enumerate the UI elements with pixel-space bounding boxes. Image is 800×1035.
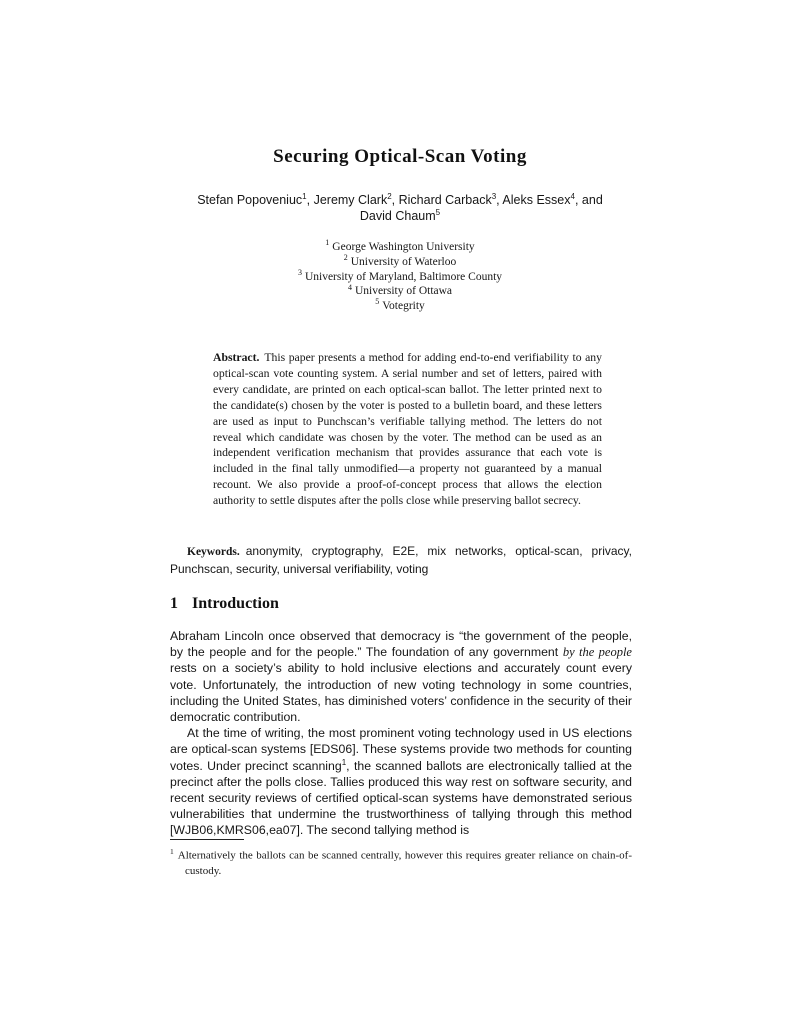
paragraph-text: , the scanned ballots are electronically tallied at the precinct after the polls close. Tallies produced this way rest on software security, and recent security reviews of certified optical-scan systems have demonstrated serious vulnerabilities that undermine the trustworthiness of tallying through this method [WJB06,KMRS06,ea07]. The second tallying method is (170, 758, 632, 838)
paragraph-text: rests on a society’s ability to hold inclusive elections and accurately count every vote. Unfortunately, the introduction of new voting technology in some countries, including the United States, has diminished voters’ confidence in the security of their democratic contribution. (170, 661, 632, 725)
affiliation-number: 2 (343, 252, 348, 262)
paragraph-text: Abraham Lincoln once observed that democracy is “the government of the people, by the people and for the people.” The foundation of any government (170, 629, 632, 660)
section-number: 1 (170, 595, 178, 612)
affiliation-text: George Washington University (332, 241, 475, 253)
author-name: Richard Carback (398, 193, 492, 207)
keywords-block (170, 543, 632, 577)
paragraph-text: At the time of writing, the most prominent voting technology used in US elections are optical-scan systems [EDS06]. These systems provide two methods for counting votes. Under precinct scanning (170, 726, 632, 773)
author-affiliation-ref: 4 (570, 191, 575, 201)
footnote-text: Alternatively the ballots can be scanned centrally, however this requires greater reliance on chain-of-custody. (177, 849, 632, 877)
author-name: Jeremy Clark (313, 193, 388, 207)
emphasized-phrase: by the people (562, 645, 632, 660)
affiliation-text: University of Ottawa (354, 285, 453, 298)
author-affiliation-ref: 2 (387, 191, 392, 201)
author-separator: , and (574, 193, 603, 207)
footnote-number: 1 (170, 847, 174, 856)
affiliation-number: 5 (375, 297, 380, 307)
affiliation-line (0, 240, 800, 255)
affiliation-text: Votegrity (382, 300, 425, 313)
keywords-label: Keywords. (187, 546, 240, 558)
footnote-rule (170, 839, 244, 840)
introduction-body (170, 628, 632, 839)
affiliation-number: 1 (325, 238, 330, 248)
section-title: Introduction (192, 595, 279, 612)
author-affiliation-ref: 5 (435, 207, 441, 217)
author-separator: , (306, 193, 314, 207)
author-affiliation-ref: 3 (491, 191, 497, 201)
authors-line-2 (100, 208, 700, 224)
affiliation-number: 3 (297, 267, 302, 277)
section-heading-introduction (170, 595, 632, 613)
affiliation-text: University of Waterloo (350, 255, 457, 268)
affiliation-line (0, 284, 800, 299)
affiliations-block (0, 240, 800, 314)
paragraph (170, 628, 632, 725)
author-name: Stefan Popoveniuc (197, 193, 303, 207)
affiliation-line (0, 299, 800, 314)
authors-line-1 (100, 192, 700, 208)
paragraph (170, 725, 632, 838)
footnote (170, 844, 632, 879)
abstract-label: Abstract. (213, 351, 260, 364)
author-name: David Chaum (359, 209, 436, 223)
abstract-block (213, 350, 602, 509)
authors-block (100, 192, 700, 224)
footnote-reference: 1 (341, 757, 347, 767)
author-affiliation-ref: 1 (302, 191, 307, 201)
affiliation-text: University of Maryland, Baltimore County (304, 270, 503, 283)
affiliation-number: 4 (347, 282, 352, 292)
affiliation-line (0, 267, 800, 285)
paper-title: Securing Optical-Scan Voting (273, 146, 527, 167)
affiliation-line (0, 252, 800, 270)
author-separator: , (391, 193, 399, 207)
author-separator: , (496, 193, 503, 207)
abstract-text: This paper presents a method for adding end-to-end verifiability to any optical-scan vote counting system. A serial number and set of letters, paired with every candidate, are printed on each optical-scan ballot. The letter printed next to the candidate(s) chosen by the voter is posted to a bulletin board, and these letters are used as input to Punchscan’s verifiable tallying method. The letters do not reveal which candidate was chosen by the voter. The method can be used as an independent verification mechanism that provides assurance that each vote is included in the final tally unmodified—a property not guaranteed by a manual recount. We also provide a proof-of-concept process that allows the election authority to settle disputes after the polls close while preserving ballot secrecy. (213, 351, 602, 508)
keywords-text: anonymity, cryptography, E2E, mix networks, optical-scan, privacy, Punchscan, security, universal verifiability, voting (170, 544, 632, 576)
author-name: Aleks Essex (502, 193, 571, 207)
